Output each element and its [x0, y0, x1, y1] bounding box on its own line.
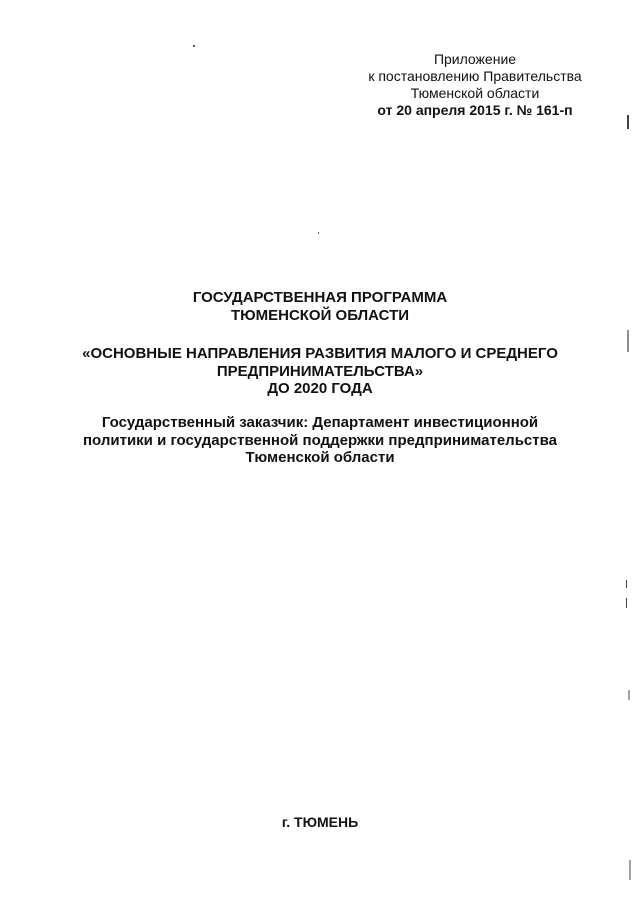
scan-margin-mark	[627, 115, 629, 129]
appendix-date-number: от 20 апреля 2015 г. № 161-п	[377, 102, 573, 118]
customer-line-1: Государственный заказчик: Департамент инвестиционной	[101, 414, 539, 431]
program-line-1: «ОСНОВНЫЕ НАПРАВЛЕНИЯ РАЗВИТИЯ МАЛОГО И СРЕДНЕГО	[82, 345, 558, 362]
state-customer	[70, 414, 570, 467]
document-title	[70, 289, 570, 324]
title-line-2: ТЮМЕНСКОЙ ОБЛАСТИ	[230, 306, 410, 324]
program-name	[60, 345, 580, 398]
scan-margin-mark	[626, 598, 627, 608]
scan-speck	[193, 45, 195, 47]
program-line-2: ПРЕДПРИНИМАТЕЛЬСТВА»	[216, 362, 424, 380]
scan-margin-mark	[626, 580, 627, 588]
customer-line-3: Тюменской области	[245, 449, 395, 466]
city-name: г. ТЮМЕНЬ	[281, 814, 359, 830]
scan-margin-mark	[627, 330, 629, 352]
customer-line-2: политики и государственной поддержки предпринимательства	[83, 431, 557, 449]
program-line-3: ДО 2020 ГОДА	[267, 380, 373, 397]
scan-speck	[318, 232, 319, 234]
appendix-block	[340, 51, 610, 119]
scan-margin-mark	[629, 860, 631, 880]
appendix-title: Приложение	[433, 51, 517, 67]
appendix-region: Тюменской области	[410, 85, 540, 101]
appendix-resolution: к постановлению Правительства	[368, 68, 582, 84]
title-line-1: ГОСУДАРСТВЕННАЯ ПРОГРАММА	[192, 289, 448, 306]
scan-margin-mark	[628, 690, 630, 700]
